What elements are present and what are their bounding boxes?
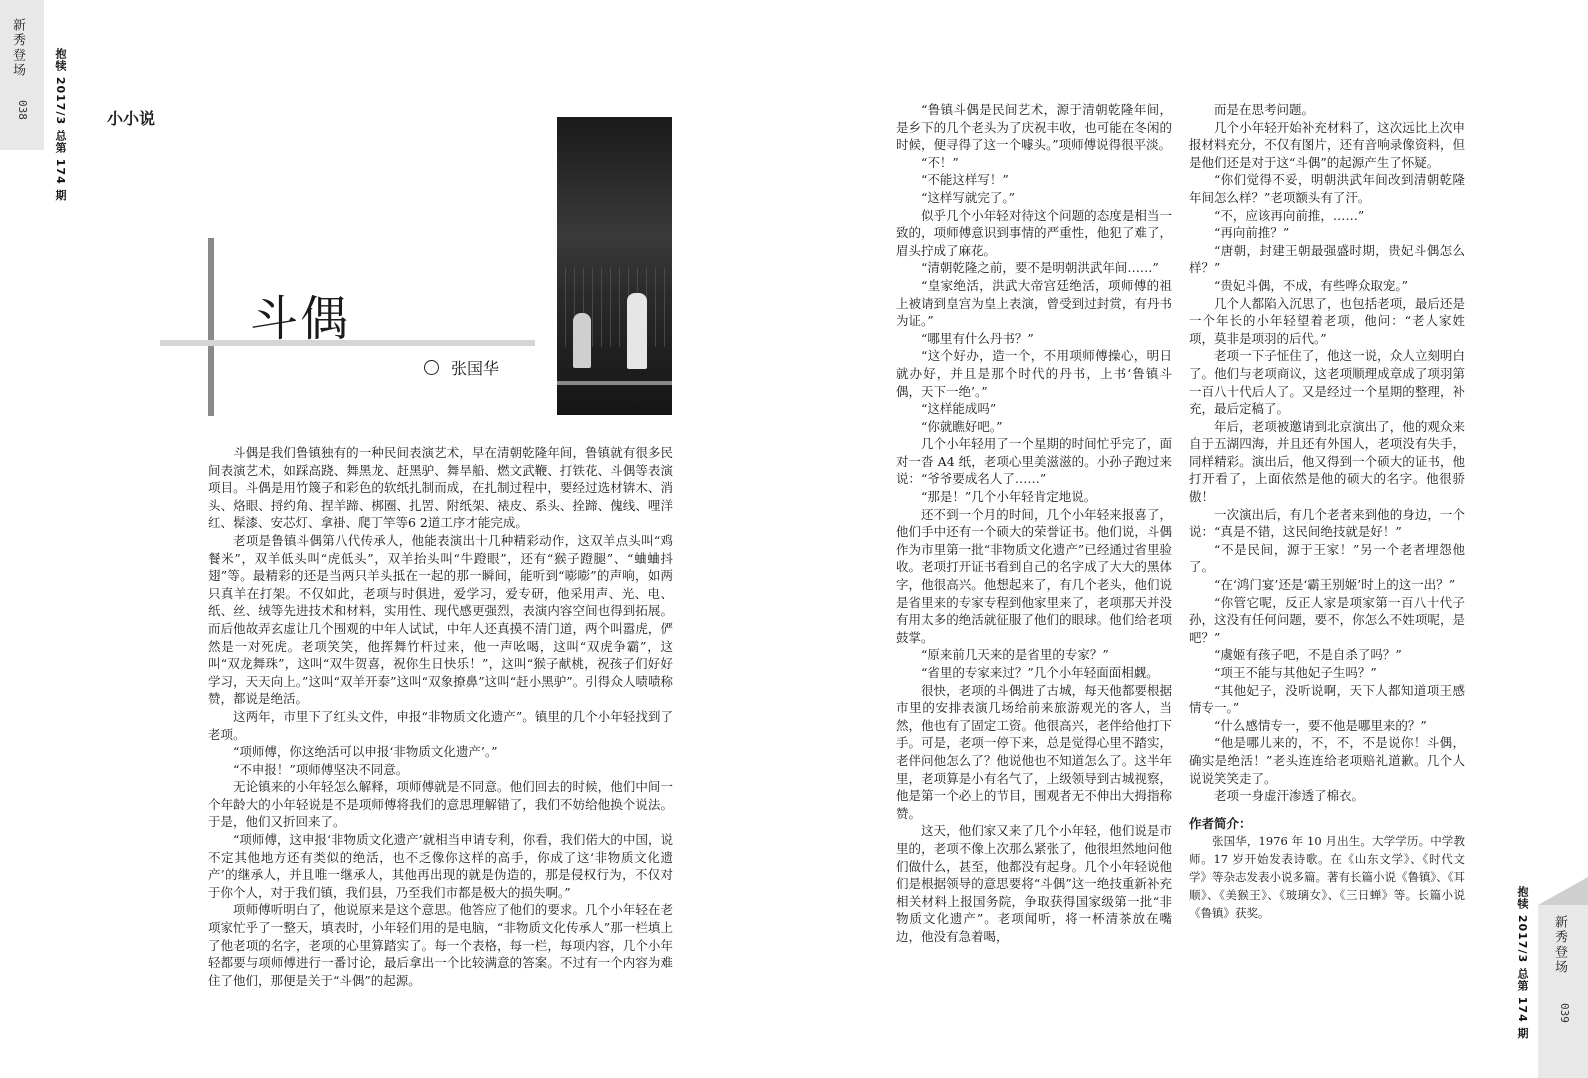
paragraph: “项王不能与其他妃子生吗？” (1214, 665, 1377, 680)
paragraph: 几个小年轻用了一个星期的时间忙乎完了，面对一沓 A4 纸，老项心里美滋滋的。小孙子跑过来说：“爷爷要成名人了……” (896, 436, 1172, 487)
section-tab-label: 新秀登场 (10, 18, 25, 78)
author-name: 张国华 (451, 359, 500, 378)
paragraph: “在‘鸿门宴’还是‘霸王别姬’时上的这一出？” (1214, 577, 1456, 593)
section-tab (0, 0, 44, 150)
photo-figure-right (627, 293, 647, 369)
paragraph: 似乎几个小年轻对待这个问题的态度是相当一致的，项师傅意识到事情的严重性，他犯了难了，眉头拧成了麻花。 (896, 207, 1172, 258)
paragraph: “哪里有什么丹书？” (921, 330, 1034, 346)
paragraph: “不是民间，源于王家！”另一个老者埋怨他了。 (1189, 541, 1465, 575)
paragraph: 无论镇来的小年轻怎么解释，项师傅就是不同意。他们回去的时候，他们中间一个年龄大的小年轻说是不是项师傅将我们的意思理解错了，我们不妨给他换个说法。于是，他们又折回来了。 (208, 779, 673, 830)
paragraph: 而是在思考问题。 (1214, 102, 1315, 117)
puppet-performance-photo (557, 117, 672, 415)
paragraph: “项师傅，你这绝活可以申报‘非物质文化遗产’。” (233, 744, 498, 760)
paragraph: “这样写就完了。” (921, 189, 1016, 205)
story-title: 斗偶 (250, 291, 351, 347)
paragraph: 几个人都陷入沉思了，也包括老项，最后还是一个年长的小年轻望着老项，他问：“老人家姓项，莫非是项羽的后代。” (1189, 295, 1465, 346)
paragraph: 老项一下子怔住了，他这一说，众人立刻明白了。他们与老项商议，这老项顺理成章成了项羽第一百八十代后人了。又是经过一个星期的整理，补充，最后定稿了。 (1189, 348, 1465, 417)
section-label: 小小说 (107, 109, 156, 128)
paragraph: 项师傅听明白了，他说原来是这个意思。他答应了他们的要求。几个小年轻在老项家忙乎了一整天，填表时，小年轻们用的是电脑，“非物质文化传承人”那一栏填上了他老项的名字，老项的心里算踏实了。每一个表格，每一栏，每项内容，几个小年轻都要与项师傅进行一番讨论，最后拿出一个比较满意的答案。不过有一个内容为难住了他们，那便是关于“斗偶”的起源。 (208, 902, 673, 988)
paragraph: “原来前几天来的是省里的专家？” (921, 647, 1109, 663)
paragraph: 这两年，市里下了红头文件，申报“非物质文化遗产”。镇里的几个小年轻找到了老项。 (208, 708, 673, 742)
paragraph: “不申报！”项师傅坚决不同意。 (233, 761, 409, 777)
paragraph: 很快，老项的斗偶进了古城，每天他都要根据市里的安排表演几场给前来旅游观光的客人，当然，他也有了固定工资。他很高兴，老伴给他打下手。可是，老项一停下来，总是觉得心里不踏实，老伴问他怎么了？他说他也不知道怎么了。这半年里，老项算是小有名气了，上级领导到古城视察，他是第一个必上的节目，围观者无不伸出大拇指称赞。 (896, 682, 1172, 821)
paragraph: “皇家绝活，洪武大帝宫廷绝活，项师傅的祖上被请到皇宫为皇上表演，曾受到过封赏，有丹书为证。” (896, 277, 1172, 329)
right-page (794, 0, 1588, 1078)
paragraph: 一次演出后，有几个老者来到他的身边，一个说：“真是不错，这民间绝技就是好！” (1189, 506, 1465, 540)
paragraph: “唐朝，封建王朝最强盛时期，贵妃斗偶怎么样？” (1189, 242, 1465, 276)
body-column-3 (1189, 101, 1465, 922)
author-line (424, 356, 499, 379)
paragraph: “你就瞧好吧。” (921, 418, 1003, 434)
paragraph: “其他妃子，没听说啊，天下人都知道项王感情专一。” (1189, 682, 1465, 716)
paragraph: “清朝乾隆之前，要不是明朝洪武年间……” (921, 260, 1159, 276)
body-column-1 (208, 444, 673, 989)
paragraph: “再向前推？” (1214, 225, 1290, 241)
paragraph: “贵妃斗偶，不成，有些哗众取宠。” (1214, 277, 1409, 293)
paragraph: “这个好办，造一个，不用项师傅操心，明日就办好，并且是那个时代的丹书，上书‘鲁镇斗偶，天下一绝’。” (896, 348, 1172, 399)
tab-fold (1538, 877, 1588, 905)
paragraph: 老项一身虚汗渗透了棉衣。 (1214, 788, 1365, 804)
paragraph: “鲁镇斗偶是民间艺术，源于清朝乾隆年间，是乡下的几个老头为了庆祝丰收，也可能在冬闲的时候，便寻得了这一个噱头。”项师傅说得很平淡。 (896, 102, 1172, 153)
photo-figure-left (573, 313, 591, 368)
paragraph: “你管它呢，反正人家是项家第一百八十代子孙，这没有任何问题，要不，你怎么不姓项呢，是吧？” (1189, 594, 1465, 645)
paragraph: 几个小年轻开始补充材料了，这次远比上次申报材料充分，不仅有图片，还有音响录像资料，但是他们还是对于这“斗偶”的起源产生了怀疑。 (1189, 119, 1465, 170)
body-column-2 (896, 101, 1172, 946)
paragraph: “什么感情专一，要不他是哪里来的？” (1214, 717, 1427, 733)
paragraph: “那是！”几个小年轻肯定地说。 (921, 489, 1097, 505)
page-number: 038 (16, 100, 29, 120)
issue-meta-right: 抱犊 2017/3 总第 174 期 (1516, 886, 1529, 1040)
paragraph: “不！” (921, 154, 959, 170)
section-tab-right (1538, 905, 1588, 1078)
title-accent-bar (208, 238, 214, 416)
photo-stage (557, 381, 672, 385)
author-bio-text: 张国华，1976 年 10 月出生。大学学历。中学教师。17 岁开始发表诗歌。在《山东文学》、《时代文学》等杂志发表小说多篇。著有长篇小说《鲁镇》、《耳顺》、《美猴王》、《玻璃女》、《三日蝉》等。长篇小说《鲁镇》获奖。 (1189, 834, 1465, 921)
paragraph: “省里的专家来过？”几个小年轻面面相觑。 (921, 665, 1159, 680)
paragraph: 年后，老项被邀请到北京演出了，他的观众来自于五湖四海，并且还有外国人，老项没有失手，同样精彩。演出后，他又得到一个硕大的证书，他打开看了，上面依然是他的硕大的名字。他很骄傲！ (1189, 418, 1465, 505)
paragraph: “项师傅，这申报‘非物质文化遗产’就相当申请专利，你看，我们偌大的中国，说不定其他地方还有类似的绝活，也不乏像你这样的高手，你成了这‘非物质文化遗产’的继承人，并且唯一继承人，其他再出现的就是伪造的，那是侵权行为，不仅对于你个人，对于我们镇，我们县，乃至我们市都是极大的损失啊。” (208, 832, 673, 900)
paragraph: “虞姬有孩子吧，不是自杀了吗？” (1214, 647, 1402, 663)
paragraph: 还不到一个月的时间，几个小年轻来报喜了，他们手中还有一个硕大的荣誉证书。他们说，斗偶作为市里第一批“非物质文化遗产”已经通过省里验收。老项打开证书看到自己的名字成了大大的黑体字，他很高兴。他想起来了，有几个老头，他们说是省里来的专家专程到他家里来了，老项那天并没有用太多的绝活就征服了他们的眼球。他们给老项鼓掌。 (896, 506, 1172, 645)
issue-meta: 抱犊 2017/3 总第 174 期 (54, 48, 67, 202)
circle-icon (424, 360, 439, 375)
paragraph: 斗偶是我们鲁镇独有的一种民间表演艺术，早在清朝乾隆年间，鲁镇就有很多民间表演艺术，如踩高跷、舞黑龙、赶黑驴、舞旱船、燃文武鞭、打铁花、斗偶等表演项目。斗偶是用竹篾子和彩色的软纸扎制而成，在扎制过程中，要经过选材锛木、消头、烙眼、捋约角、捏羊蹄、梆圈、扎罟、附纸架、裱皮、系头、拴蹄、傀线、哩洋红、髹漆、安芯灯、拿褂、爬丁竿等6 2道工序才能完成。 (208, 445, 673, 531)
paragraph: 老项是鲁镇斗偶第八代传承人，他能表演出十几种精彩动作，这双羊点头叫“鸡餐米”，双羊低头叫“虎低头”，双羊抬头叫“牛蹬眼”，还有“猴子蹬腿”、“蛐蛐抖翅”等。最精彩的还是当两只羊头抵在一起的那一瞬间，能听到“嘭嘭”的声响，如两只真羊在打架。不仅如此，老项与时俱进，爱学习，爱专研，他采用声、光、电、纸、丝、绒等先进技术和材料，实用性、现代感更强烈，表演内容空间也得到拓展。而后他故弄玄虚让几个围观的中年人试试，中年人还真摸不清门道，两个叫嚣虎，俨然是一对死虎。老项笑笑，他挥舞竹杆过来，他一声吆喝，这叫“双虎争霸”，这叫“双龙舞珠”，这叫“双牛贺喜，祝你生日快乐！”，这叫“猴子献桃，祝孩子们好好学习，天天向上。”这叫“双羊开泰”这叫“双象撩鼻”这叫“赶小黑驴”。引得众人啧啧称赞，都说是绝活。 (208, 532, 673, 707)
section-tab-label-right: 新秀登场 (1552, 915, 1567, 975)
author-bio-heading: 作者简介： (1189, 815, 1252, 831)
paragraph: “不，应该再向前推，……” (1214, 207, 1365, 223)
paragraph: “你们觉得不妥，明朝洪武年间改到清朝乾隆年间怎么样？”老项额头有了汗。 (1189, 172, 1465, 205)
page-number-right: 039 (1558, 1003, 1571, 1023)
paragraph: “不能这样写！” (921, 172, 1009, 188)
paragraph: 这天，他们家又来了几个小年轻，他们说是市里的，老项不像上次那么紧张了，他很坦然地问他们做什么，甚至，他都没有起身。几个小年轻说他们是根据领导的意思要将“斗偶”这一绝技重新补充相关材料上报国务院，争取获得国家级第一批“非物质文化遗产”。老项闻听，将一杯清茶放在嘴边，他没有急着喝， (896, 823, 1172, 944)
paragraph: “他是哪儿来的，不，不，不是说你！斗偶，确实是绝活！”老头连连给老项赔礼道歉。几个人说说笑笑走了。 (1189, 735, 1465, 786)
paragraph: “这样能成吗” (921, 401, 997, 417)
